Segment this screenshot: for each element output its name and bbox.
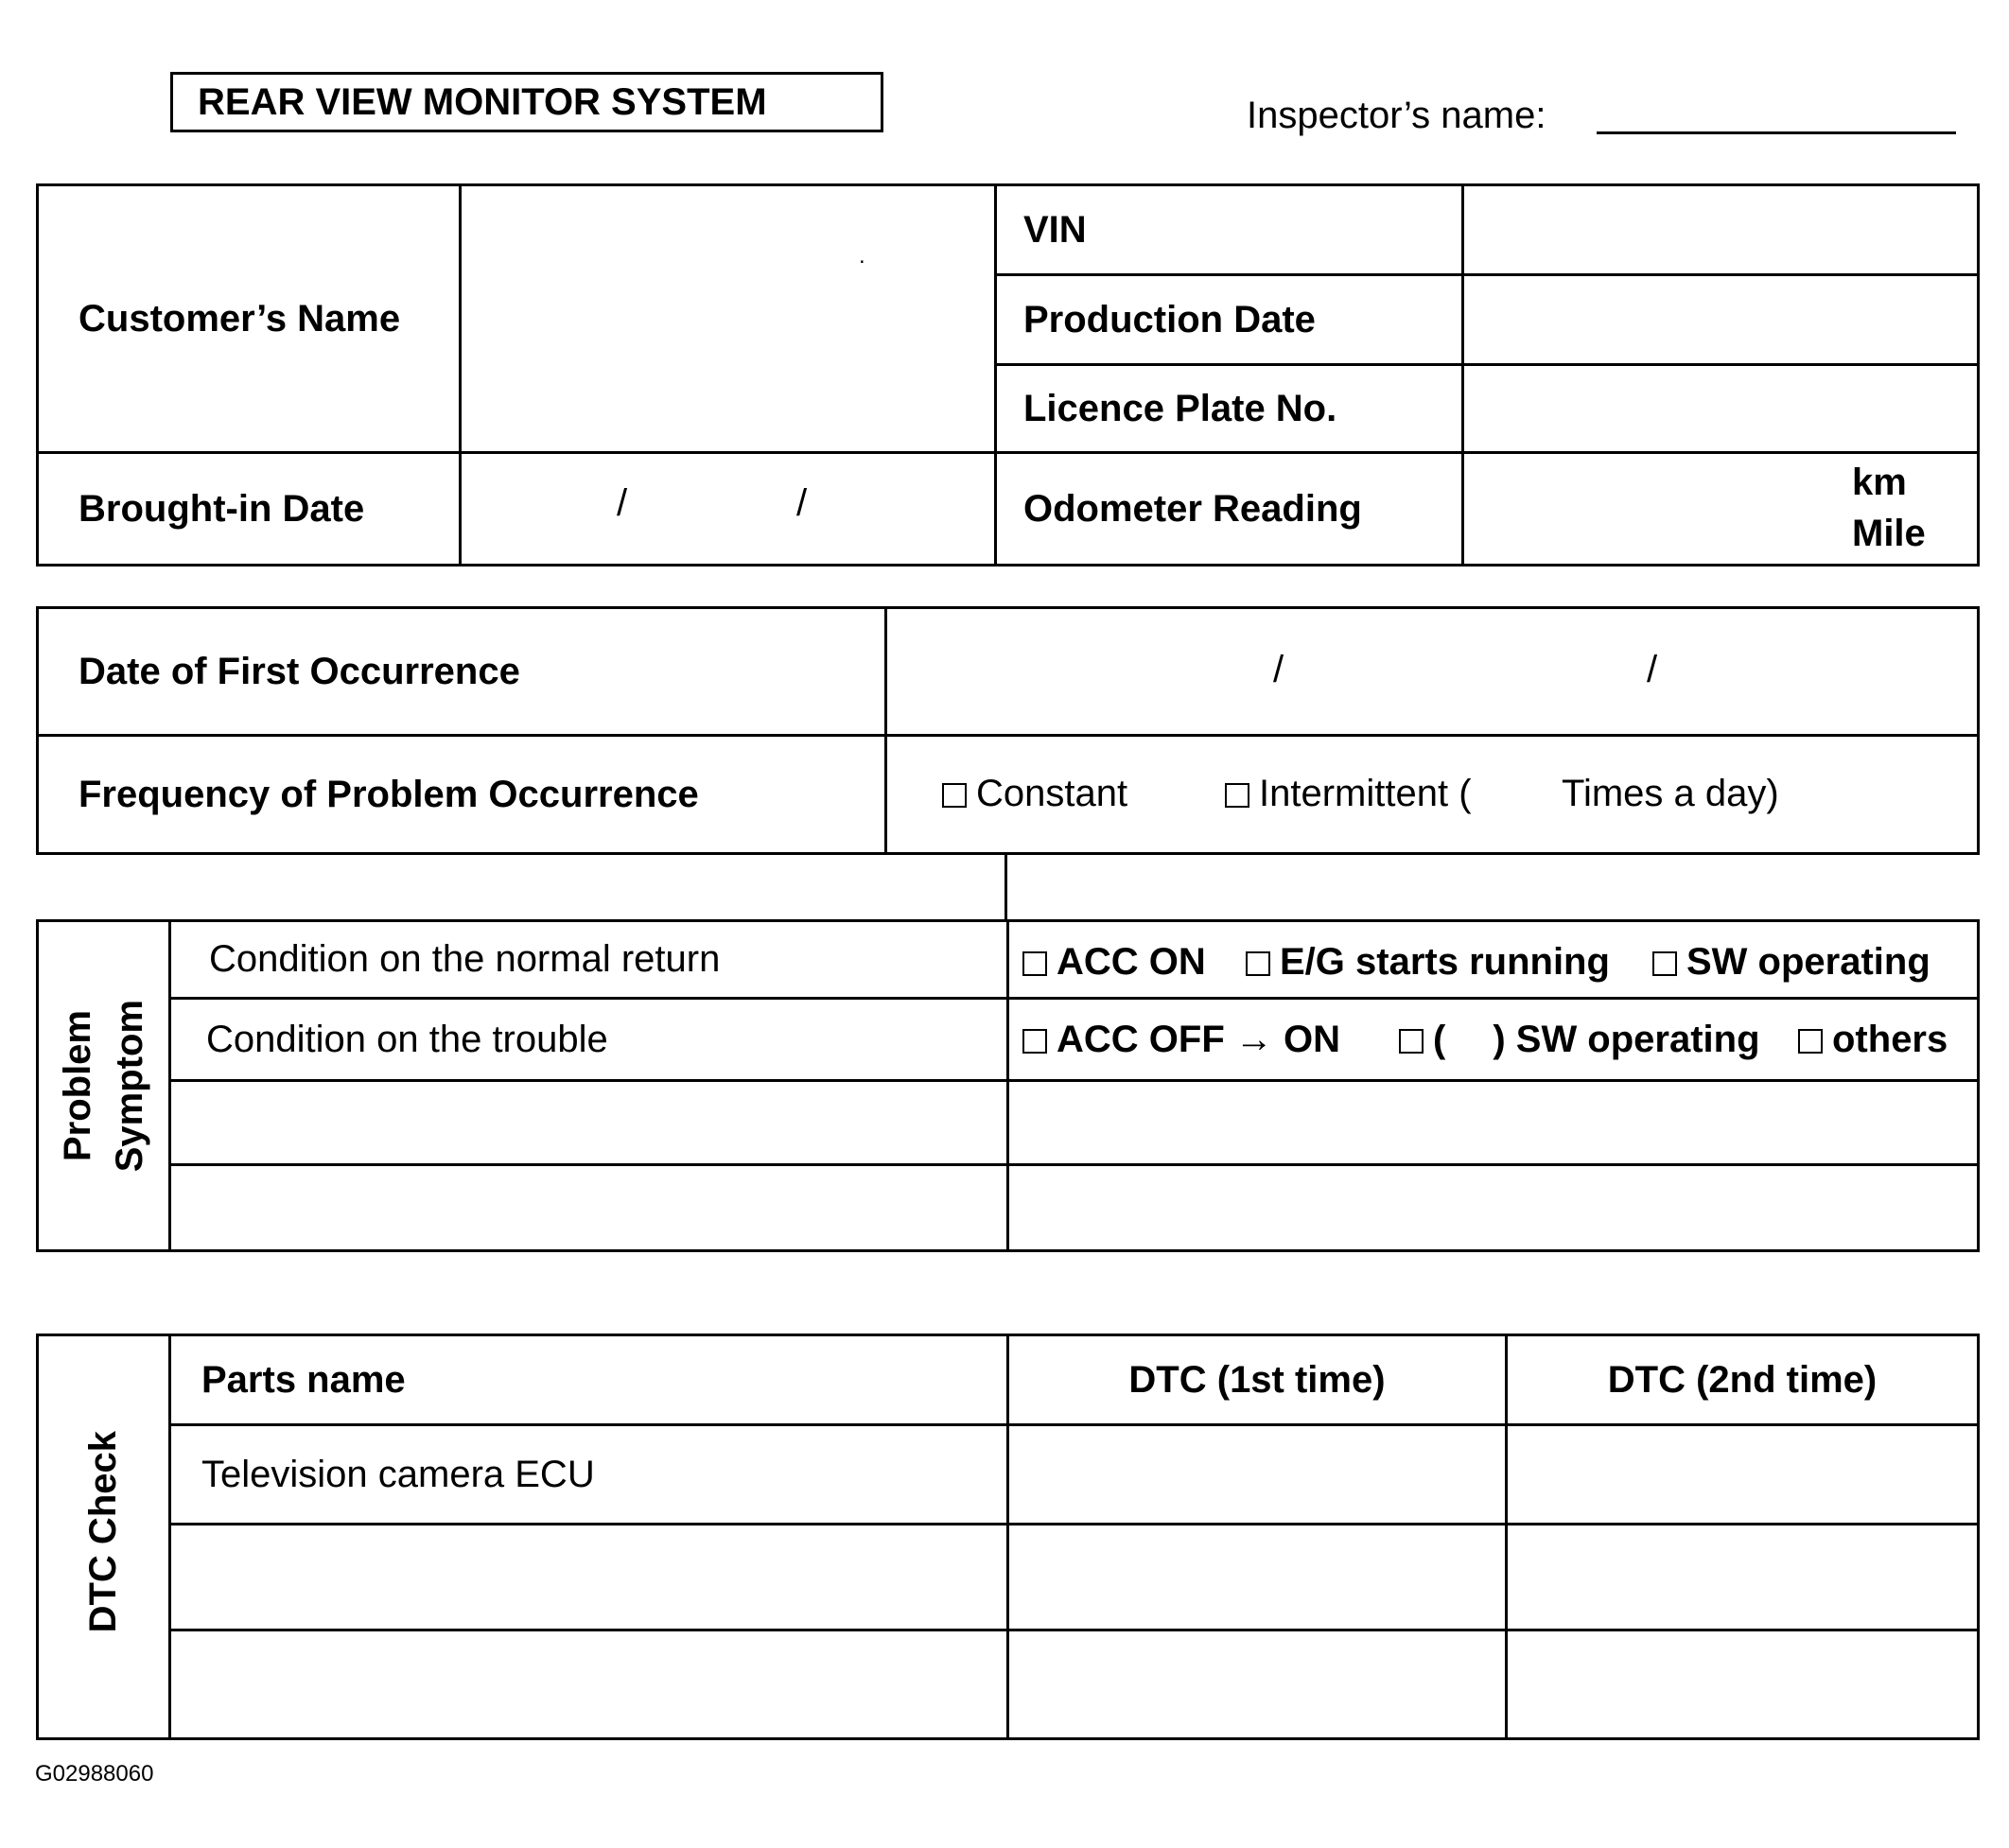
section-label-symptom: Symptom: [108, 999, 150, 1173]
licence-plate-field[interactable]: [1463, 365, 1979, 453]
date-slash: /: [1273, 649, 1284, 690]
checkbox[interactable]: [1246, 951, 1270, 976]
vin-label: VIN: [996, 185, 1463, 275]
constant-option[interactable]: Constant: [942, 773, 1127, 815]
odometer-field[interactable]: [1463, 453, 1979, 566]
date-slash: /: [796, 482, 808, 524]
normal-return-options: [1008, 921, 1979, 999]
eg-starts-option[interactable]: E/G starts running: [1246, 941, 1610, 984]
brought-in-date-field[interactable]: [461, 453, 996, 566]
part-name-cell[interactable]: [170, 1630, 1008, 1739]
frequency-label: Frequency of Problem Occurrence: [38, 736, 886, 854]
sw-operating-custom-option[interactable]: ( ) SW operating: [1399, 1019, 1760, 1061]
checkbox[interactable]: [1399, 1029, 1424, 1054]
part-name-cell: Television camera ECU: [170, 1425, 1008, 1525]
odometer-label: Odometer Reading: [996, 453, 1463, 566]
stray-mark: .: [859, 243, 865, 269]
first-occurrence-label: Date of First Occurrence: [38, 608, 886, 736]
divider: [1004, 853, 1007, 921]
dtc-second-header: DTC (2nd time): [1507, 1335, 1979, 1425]
checkbox[interactable]: [1652, 951, 1677, 976]
dtc-first-cell[interactable]: [1008, 1425, 1507, 1525]
others-option[interactable]: others: [1798, 1019, 1948, 1061]
dtc-second-cell[interactable]: [1507, 1425, 1979, 1525]
vin-field[interactable]: [1463, 185, 1979, 275]
dtc-first-cell[interactable]: [1008, 1525, 1507, 1630]
problem-symptom-section: [38, 921, 170, 1251]
acc-off-on-option[interactable]: ACC OFF → ON: [1022, 1019, 1340, 1061]
problem-symptom-table: [36, 919, 1980, 1252]
licence-plate-label: Licence Plate No.: [996, 365, 1463, 453]
form-title-text: REAR VIEW MONITOR SYSTEM: [198, 80, 767, 123]
normal-return-label: Condition on the normal return: [170, 921, 1008, 999]
acc-on-option[interactable]: ACC ON: [1022, 941, 1206, 984]
inspector-name-field[interactable]: [1597, 131, 1956, 134]
form-title: [170, 72, 883, 132]
symptom-blank-cell[interactable]: [1008, 1081, 1979, 1165]
dtc-first-header: DTC (1st time): [1008, 1335, 1507, 1425]
checkbox[interactable]: [1225, 783, 1249, 808]
unit-mile: Mile: [1852, 513, 1926, 554]
checkbox[interactable]: [1798, 1029, 1823, 1054]
sw-operating-option[interactable]: SW operating: [1652, 941, 1930, 984]
intermittent-option[interactable]: Intermittent (: [1225, 773, 1472, 815]
vehicle-info-table: [36, 183, 1980, 567]
part-name-cell[interactable]: [170, 1525, 1008, 1630]
production-date-label: Production Date: [996, 275, 1463, 365]
section-label-dtc: DTC Check: [82, 1431, 124, 1633]
symptom-blank-cell[interactable]: [1008, 1165, 1979, 1251]
production-date-field[interactable]: [1463, 275, 1979, 365]
times-a-day-label: Times a day): [1562, 773, 1779, 814]
inspector-label: Inspector’s name:: [1247, 95, 1546, 136]
brought-in-date-label: Brought-in Date: [38, 453, 461, 566]
symptom-blank-cell[interactable]: [170, 1165, 1008, 1251]
unit-km: km: [1852, 462, 1907, 503]
dtc-first-cell[interactable]: [1008, 1630, 1507, 1739]
symptom-blank-cell[interactable]: [170, 1081, 1008, 1165]
date-slash: /: [1647, 649, 1658, 690]
dtc-second-cell[interactable]: [1507, 1630, 1979, 1739]
occurrence-table: [36, 606, 1980, 855]
date-slash: /: [617, 482, 628, 524]
trouble-label: Condition on the trouble: [170, 999, 1008, 1081]
first-occurrence-field[interactable]: [886, 608, 1979, 736]
trouble-options: [1008, 999, 1979, 1081]
parts-name-header: Parts name: [170, 1335, 1008, 1425]
dtc-second-cell[interactable]: [1507, 1525, 1979, 1630]
figure-id: G02988060: [35, 1761, 154, 1787]
section-label-problem: Problem: [56, 1009, 98, 1162]
dtc-check-section: [38, 1335, 170, 1739]
customer-name-label: Customer’s Name: [38, 185, 461, 453]
checkbox[interactable]: [1022, 1029, 1047, 1054]
dtc-check-table: [36, 1334, 1980, 1740]
frequency-options: [886, 736, 1979, 854]
checkbox[interactable]: [942, 783, 967, 808]
customer-name-field[interactable]: [461, 185, 996, 453]
checkbox[interactable]: [1022, 951, 1047, 976]
